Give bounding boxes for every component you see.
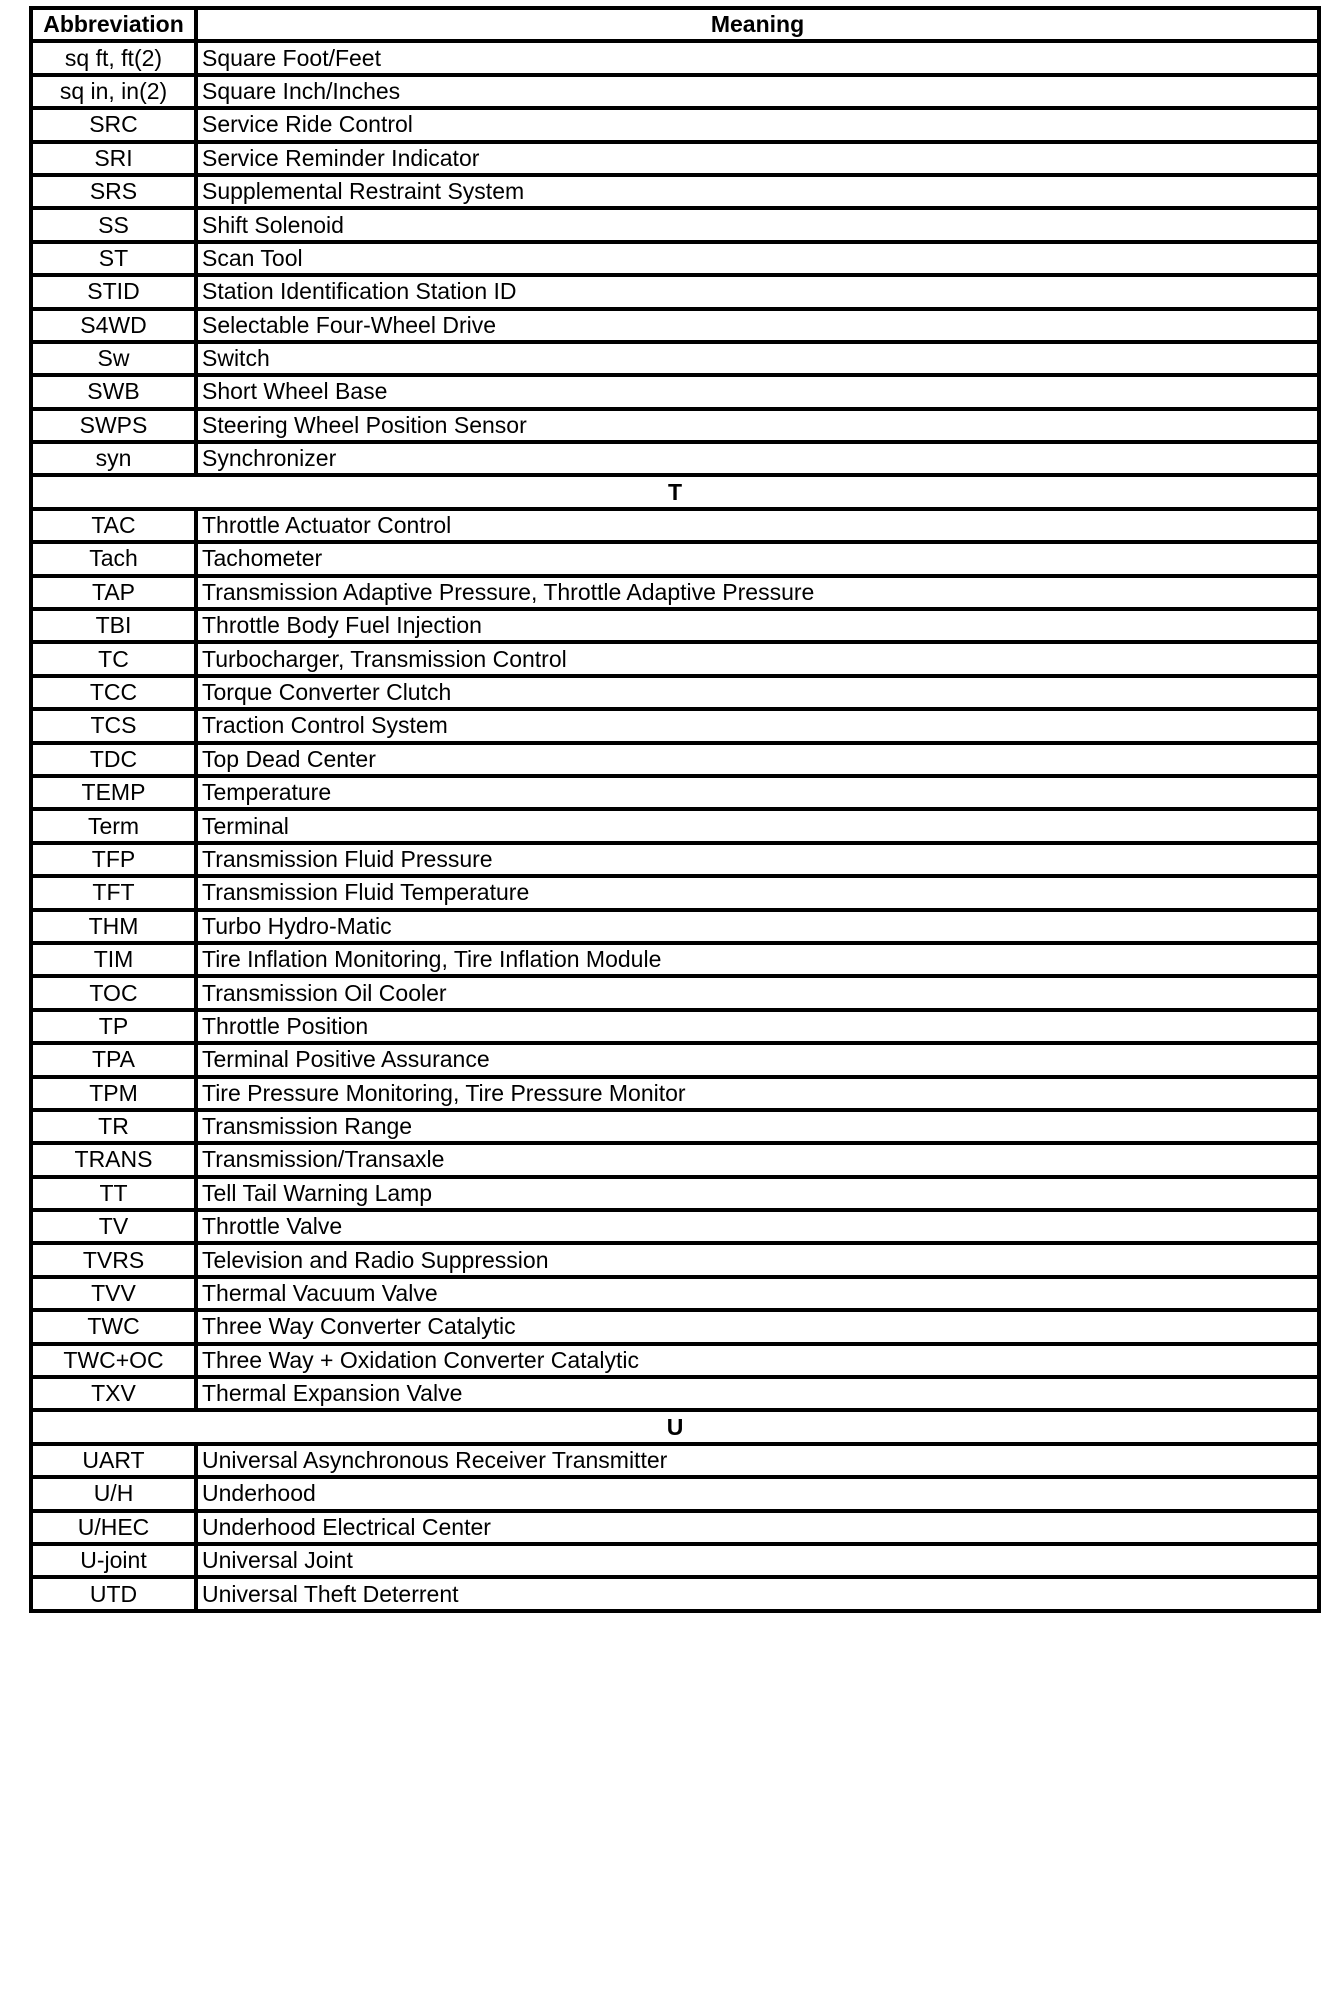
meaning-cell: Supplemental Restraint System: [196, 175, 1319, 208]
meaning-cell: Transmission Oil Cooler: [196, 976, 1319, 1009]
table-row: [31, 709, 1319, 742]
header-meaning: Meaning: [196, 8, 1319, 41]
abbreviation-cell: TAP: [31, 576, 196, 609]
abbreviation-cell: TOC: [31, 976, 196, 1009]
abbreviation-cell: Sw: [31, 342, 196, 375]
abbreviation-cell: TXV: [31, 1377, 196, 1410]
abbreviation-cell: TDC: [31, 743, 196, 776]
meaning-cell: Terminal Positive Assurance: [196, 1043, 1319, 1076]
table-row: [31, 509, 1319, 542]
abbreviation-cell: S4WD: [31, 309, 196, 342]
abbreviation-cell: UART: [31, 1444, 196, 1477]
meaning-cell: Service Ride Control: [196, 108, 1319, 141]
abbreviation-cell: TWC: [31, 1310, 196, 1343]
table-row: [31, 1010, 1319, 1043]
table-row: [31, 609, 1319, 642]
meaning-cell: Underhood: [196, 1477, 1319, 1510]
table-row: [31, 409, 1319, 442]
table-row: [31, 843, 1319, 876]
abbreviation-cell: ST: [31, 242, 196, 275]
meaning-cell: Transmission Fluid Temperature: [196, 876, 1319, 909]
table-row: [31, 1143, 1319, 1176]
abbreviation-cell: U-joint: [31, 1544, 196, 1577]
table-row: [31, 976, 1319, 1009]
table-row: [31, 1043, 1319, 1076]
meaning-cell: Temperature: [196, 776, 1319, 809]
meaning-cell: Universal Joint: [196, 1544, 1319, 1577]
table-row: [31, 1177, 1319, 1210]
table-row: [31, 275, 1319, 308]
meaning-cell: Square Foot/Feet: [196, 41, 1319, 74]
meaning-cell: Underhood Electrical Center: [196, 1511, 1319, 1544]
abbreviation-cell: SWB: [31, 375, 196, 408]
meaning-cell: Steering Wheel Position Sensor: [196, 409, 1319, 442]
abbreviation-cell: TT: [31, 1177, 196, 1210]
meaning-cell: Thermal Vacuum Valve: [196, 1277, 1319, 1310]
meaning-cell: Synchronizer: [196, 442, 1319, 475]
meaning-cell: Universal Theft Deterrent: [196, 1577, 1319, 1610]
abbreviation-cell: TRANS: [31, 1143, 196, 1176]
table-row: [31, 910, 1319, 943]
meaning-cell: Service Reminder Indicator: [196, 142, 1319, 175]
abbreviation-cell: TPM: [31, 1077, 196, 1110]
abbreviation-cell: TEMP: [31, 776, 196, 809]
abbreviation-cell: TP: [31, 1010, 196, 1043]
abbreviation-cell: TIM: [31, 943, 196, 976]
meaning-cell: Turbocharger, Transmission Control: [196, 642, 1319, 675]
abbreviation-cell: SWPS: [31, 409, 196, 442]
table-row: [31, 1277, 1319, 1310]
table-row: [31, 309, 1319, 342]
abbreviation-cell: TPA: [31, 1043, 196, 1076]
table-row: [31, 1344, 1319, 1377]
table-row: [31, 642, 1319, 675]
abbreviation-cell: TFT: [31, 876, 196, 909]
abbreviation-table-container: [29, 6, 1317, 1613]
abbreviation-cell: TR: [31, 1110, 196, 1143]
table-row: [31, 1310, 1319, 1343]
abbreviation-cell: Term: [31, 809, 196, 842]
meaning-cell: Top Dead Center: [196, 743, 1319, 776]
table-row: [31, 1444, 1319, 1477]
meaning-cell: Tire Pressure Monitoring, Tire Pressure Monitor: [196, 1077, 1319, 1110]
table-header-row: [31, 8, 1319, 41]
abbreviation-cell: Tach: [31, 542, 196, 575]
meaning-cell: Tire Inflation Monitoring, Tire Inflation Module: [196, 943, 1319, 976]
meaning-cell: Turbo Hydro-Matic: [196, 910, 1319, 943]
table-row: [31, 576, 1319, 609]
meaning-cell: Switch: [196, 342, 1319, 375]
meaning-cell: Shift Solenoid: [196, 208, 1319, 241]
abbreviation-cell: TWC+OC: [31, 1344, 196, 1377]
table-row: [31, 208, 1319, 241]
meaning-cell: Torque Converter Clutch: [196, 676, 1319, 709]
abbreviation-cell: TV: [31, 1210, 196, 1243]
meaning-cell: Throttle Body Fuel Injection: [196, 609, 1319, 642]
section-header-row: [31, 1410, 1319, 1443]
abbreviation-cell: SRS: [31, 175, 196, 208]
abbreviation-cell: TFP: [31, 843, 196, 876]
abbreviation-cell: U/HEC: [31, 1511, 196, 1544]
table-row: [31, 1511, 1319, 1544]
meaning-cell: Three Way + Oxidation Converter Catalytic: [196, 1344, 1319, 1377]
abbreviation-cell: SRC: [31, 108, 196, 141]
meaning-cell: Selectable Four-Wheel Drive: [196, 309, 1319, 342]
meaning-cell: Tell Tail Warning Lamp: [196, 1177, 1319, 1210]
abbreviation-cell: TCC: [31, 676, 196, 709]
abbreviation-cell: TCS: [31, 709, 196, 742]
table-row: [31, 442, 1319, 475]
abbreviation-cell: syn: [31, 442, 196, 475]
table-row: [31, 676, 1319, 709]
table-row: [31, 41, 1319, 74]
abbreviation-cell: TVRS: [31, 1243, 196, 1276]
abbreviation-cell: TVV: [31, 1277, 196, 1310]
table-row: [31, 1477, 1319, 1510]
meaning-cell: Tachometer: [196, 542, 1319, 575]
meaning-cell: Three Way Converter Catalytic: [196, 1310, 1319, 1343]
meaning-cell: Short Wheel Base: [196, 375, 1319, 408]
table-row: [31, 1110, 1319, 1143]
abbreviation-cell: sq ft, ft(2): [31, 41, 196, 74]
meaning-cell: Thermal Expansion Valve: [196, 1377, 1319, 1410]
table-row: [31, 242, 1319, 275]
table-row: [31, 342, 1319, 375]
table-body: [31, 41, 1319, 1610]
table-row: [31, 1243, 1319, 1276]
meaning-cell: Terminal: [196, 809, 1319, 842]
table-row: [31, 776, 1319, 809]
meaning-cell: Transmission Adaptive Pressure, Throttle Adaptive Pressure: [196, 576, 1319, 609]
table-row: [31, 175, 1319, 208]
abbreviation-cell: STID: [31, 275, 196, 308]
table-row: [31, 142, 1319, 175]
table-row: [31, 1077, 1319, 1110]
abbreviation-cell: UTD: [31, 1577, 196, 1610]
meaning-cell: Transmission Range: [196, 1110, 1319, 1143]
meaning-cell: Square Inch/Inches: [196, 75, 1319, 108]
table-row: [31, 743, 1319, 776]
meaning-cell: Station Identification Station ID: [196, 275, 1319, 308]
table-row: [31, 375, 1319, 408]
abbreviation-cell: sq in, in(2): [31, 75, 196, 108]
meaning-cell: Throttle Actuator Control: [196, 509, 1319, 542]
abbreviation-cell: TBI: [31, 609, 196, 642]
section-letter: T: [31, 475, 1319, 508]
section-header-row: [31, 475, 1319, 508]
table-row: [31, 1544, 1319, 1577]
table-row: [31, 809, 1319, 842]
abbreviation-cell: THM: [31, 910, 196, 943]
table-row: [31, 1210, 1319, 1243]
section-letter: U: [31, 1410, 1319, 1443]
table-row: [31, 943, 1319, 976]
meaning-cell: Universal Asynchronous Receiver Transmitter: [196, 1444, 1319, 1477]
table-row: [31, 1577, 1319, 1610]
meaning-cell: Traction Control System: [196, 709, 1319, 742]
abbreviation-cell: U/H: [31, 1477, 196, 1510]
abbreviation-cell: SRI: [31, 142, 196, 175]
meaning-cell: Transmission/Transaxle: [196, 1143, 1319, 1176]
meaning-cell: Transmission Fluid Pressure: [196, 843, 1319, 876]
header-abbreviation: Abbreviation: [31, 8, 196, 41]
table-row: [31, 75, 1319, 108]
meaning-cell: Throttle Valve: [196, 1210, 1319, 1243]
table-row: [31, 876, 1319, 909]
abbreviation-cell: TC: [31, 642, 196, 675]
meaning-cell: Scan Tool: [196, 242, 1319, 275]
table-row: [31, 108, 1319, 141]
abbreviation-cell: SS: [31, 208, 196, 241]
abbreviation-cell: TAC: [31, 509, 196, 542]
meaning-cell: Television and Radio Suppression: [196, 1243, 1319, 1276]
table-row: [31, 542, 1319, 575]
table-row: [31, 1377, 1319, 1410]
meaning-cell: Throttle Position: [196, 1010, 1319, 1043]
abbreviation-table: [29, 6, 1321, 1613]
